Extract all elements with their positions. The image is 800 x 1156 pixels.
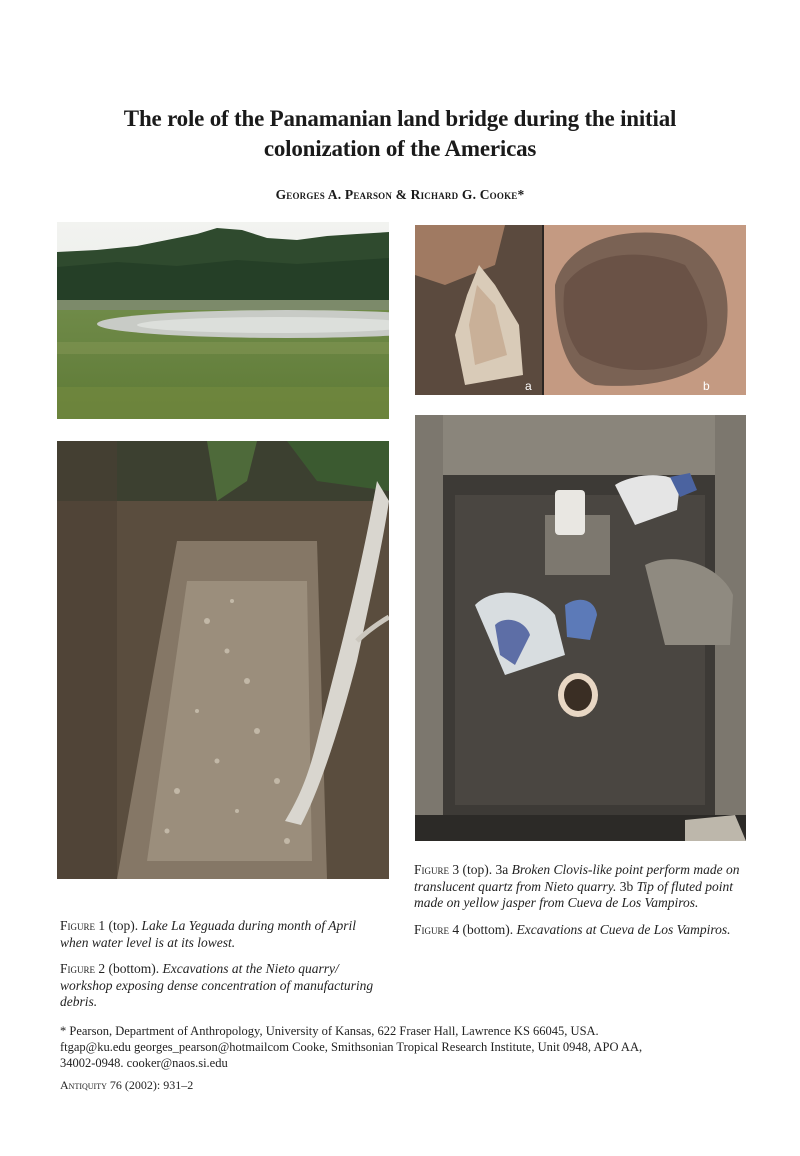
caption-text-a: Broken Clovis-like point perform made on translucent quartz from Nieto quarry.: [414, 862, 740, 894]
caption-label: Figure 2: [60, 961, 106, 976]
caption-text: Excavations at Cueva de Los Vampiros.: [516, 921, 731, 937]
figure-1-lake-photo: [57, 222, 389, 419]
left-captions: [60, 918, 380, 1021]
caption-figure-2: [60, 961, 380, 1011]
caption-text: Lake La Yeguada during month of April when water level is at its lowest.: [60, 918, 357, 950]
footnote-line-3: 34002-0948. cooker@naos.si.edu: [60, 1056, 228, 1070]
fig3-label-b: b: [703, 379, 710, 393]
caption-figure-3: [414, 862, 744, 912]
footnote-line-1: * Pearson, Department of Anthropology, University of Kansas, 622 Fraser Hall, Lawrence KS 66045, USA.: [60, 1024, 599, 1038]
caption-text-b: Tip of fluted point made on yellow jasper from Cueva de Los Vampiros.: [414, 878, 734, 910]
footnote-line-2: ftgap@ku.edu georges_pearson@hotmailcom Cooke, Smithsonian Tropical Research Institute, Unit 0948, APO AA,: [60, 1040, 643, 1054]
author-footnote: [60, 1023, 750, 1071]
figure-3-points-photo: [415, 225, 746, 395]
caption-label: Figure 4: [414, 921, 460, 937]
caption-position: (bottom).: [462, 921, 514, 937]
caption-figure-4: [414, 922, 744, 939]
right-captions: [414, 862, 744, 948]
journal-citation: Antiquity 76 (2002): 931–2: [60, 1078, 194, 1092]
caption-text: Excavations at the Nieto quarry/ workshop exposing dense concentration of manufacturing debris.: [60, 961, 374, 1009]
caption-label: Figure 3: [414, 862, 460, 877]
authors: Georges A. Pearson & Richard G. Cooke*: [275, 187, 525, 202]
caption-position: (top). 3a: [462, 862, 509, 877]
caption-label: Figure 1: [60, 918, 106, 933]
article-title: [60, 104, 740, 164]
figure-4-cave-excavation-photo: [415, 415, 746, 841]
title-line-2: colonization of the Americas: [263, 136, 537, 161]
figure-2-quarry-photo: [57, 441, 389, 879]
caption-part-b: 3b: [619, 878, 634, 894]
caption-position: (bottom).: [108, 961, 160, 976]
caption-figure-1: [60, 918, 380, 951]
caption-position: (top).: [108, 918, 139, 933]
fig3-label-a: a: [525, 379, 532, 393]
title-line-1: The role of the Panamanian land bridge during the initial: [123, 106, 677, 131]
